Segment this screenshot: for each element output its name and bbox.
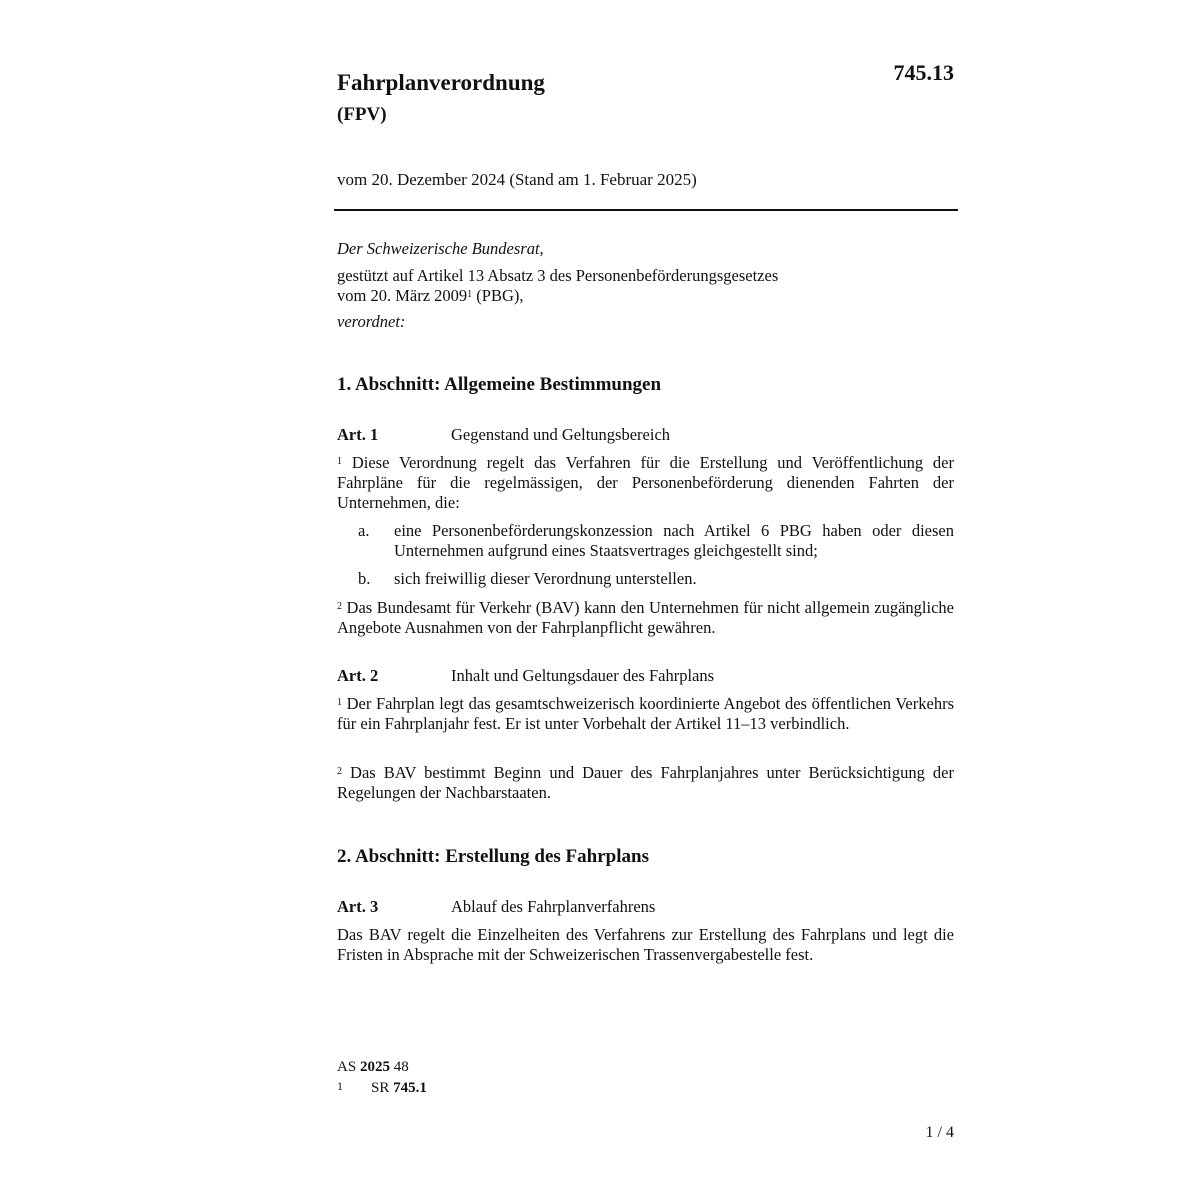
article-1-paragraph-2 <box>337 598 954 638</box>
list-item-letter-a: a. <box>358 521 370 540</box>
paragraph-number: 2 <box>337 766 342 777</box>
article-number-1: Art. 1 <box>337 425 379 444</box>
date-line: vom 20. Dezember 2024 (Stand am 1. Februar 2025) <box>337 170 697 189</box>
paragraph-text: Das BAV bestimmt Beginn und Dauer des Fahrplanjahres unter Berücksichtigung der Regelungen der Nachbarstaaten. <box>337 763 954 802</box>
footnote-number: 1 <box>337 1079 343 1093</box>
sr-number: 745.13 <box>893 60 954 85</box>
page-number: 1 / 4 <box>925 1124 954 1141</box>
article-3-paragraph: Das BAV regelt die Einzelheiten des Verfahrens zur Erstellung des Fahrplans und legt die Fristen in Absprache mit der Schweizerischen Trassenvergabestelle fest. <box>337 925 954 964</box>
preamble-authority: Der Schweizerische Bundesrat, <box>337 239 544 258</box>
list-item-letter-b: b. <box>358 569 371 588</box>
article-title-3: Ablauf des Fahrplanverfahrens <box>451 897 656 916</box>
header-divider <box>334 209 958 211</box>
article-title-2: Inhalt und Geltungsdauer des Fahrplans <box>451 666 715 685</box>
preamble-basis-line2 <box>337 286 524 306</box>
page-title: Fahrplanverordnung <box>337 70 545 95</box>
paragraph-text: Der Fahrplan legt das gesamtschweizerisch koordinierte Angebot des öffentlichen Verkehrs für ein Fahrplanjahr fest. Er ist unter Vorbehalt der Artikel 11–13 verbindlich. <box>337 694 954 733</box>
list-item-text-b: sich freiwillig dieser Verordnung unterstellen. <box>394 569 697 588</box>
footnote-prefix: SR <box>371 1080 394 1096</box>
preamble-basis-date: vom 20. März 2009 <box>337 286 468 305</box>
footnote-ref[interactable]: 745.1 <box>393 1080 427 1096</box>
list-item-text-a: eine Personenbeförderungskonzession nach Artikel 6 PBG haben oder diesen Unternehmen aufgrund eines Staatsvertrages gleichgestellt sind; <box>394 521 954 560</box>
article-title-1: Gegenstand und Geltungsbereich <box>451 425 671 444</box>
article-number-3: Art. 3 <box>337 897 379 916</box>
section-heading-2: 2. Abschnitt: Erstellung des Fahrplans <box>337 846 649 867</box>
as-prefix: AS <box>337 1059 360 1075</box>
article-number-2: Art. 2 <box>337 666 379 685</box>
section-heading-1: 1. Abschnitt: Allgemeine Bestimmungen <box>337 374 662 395</box>
paragraph-text: Diese Verordnung regelt das Verfahren für die Erstellung und Veröffentlichung der Fahrpläne für die regelmässigen, der Personenbeförderung dienenden Fahrten der Unternehmen, die: <box>337 453 954 512</box>
preamble-basis-line1: gestützt auf Artikel 13 Absatz 3 des Personenbeförderungsgesetzes <box>337 266 779 285</box>
paragraph-number: 2 <box>337 601 342 612</box>
article-1-paragraph-1 <box>337 453 954 513</box>
as-year: 2025 <box>359 1059 390 1075</box>
page-subtitle: (FPV) <box>337 104 387 125</box>
paragraph-number: 1 <box>337 697 342 708</box>
footnote-text <box>371 1080 427 1097</box>
preamble-decree: verordnet: <box>337 312 406 331</box>
article-2-paragraph-2 <box>337 763 954 803</box>
footnote-ref-1[interactable]: 1 <box>467 289 473 300</box>
preamble-basis-abbr: (PBG), <box>472 286 524 305</box>
paragraph-number: 1 <box>337 456 342 467</box>
as-suffix: 48 <box>389 1059 409 1075</box>
paragraph-text: Das Bundesamt für Verkehr (BAV) kann den Unternehmen für nicht allgemein zugängliche Angebote Ausnahmen von der Fahrplanpflicht gewähren. <box>337 598 954 637</box>
article-2-paragraph-1 <box>337 694 954 734</box>
as-reference <box>337 1059 409 1076</box>
